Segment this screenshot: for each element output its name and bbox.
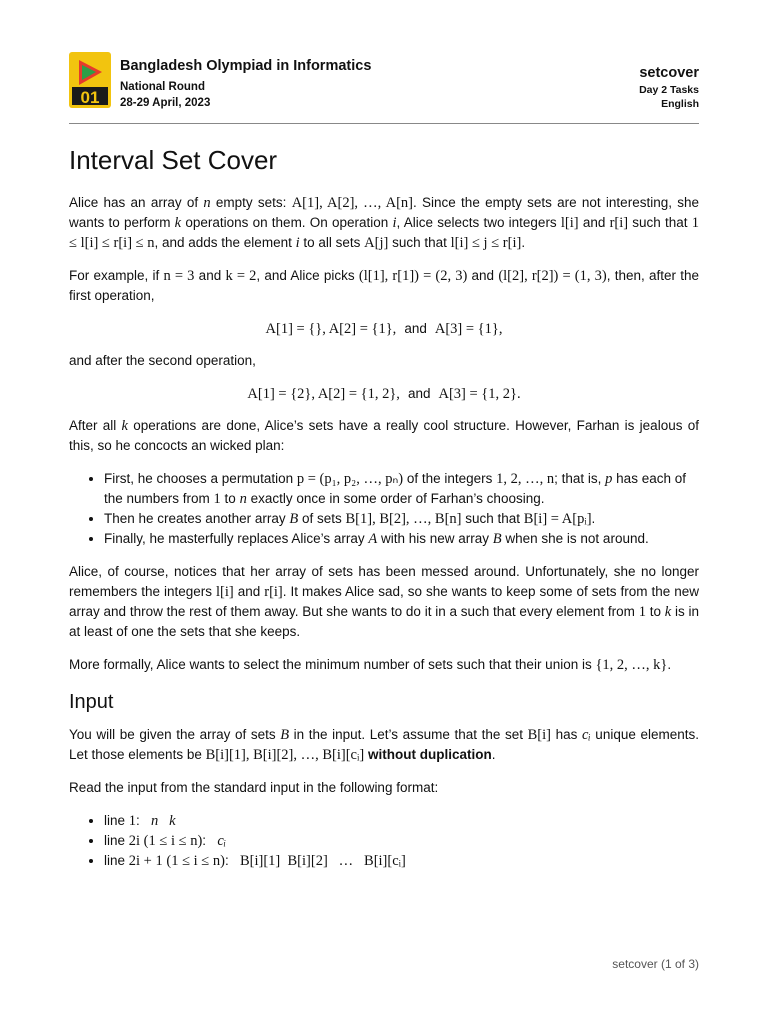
math: (1 ≤ i ≤ n) — [162, 853, 225, 869]
text: exactly once in some order of Farhan’s choosing. — [246, 491, 545, 506]
text: such that — [461, 511, 524, 526]
paragraph-messed — [69, 562, 699, 642]
text: , then, after the first operation, — [69, 268, 699, 303]
text: Alice has an array of — [69, 195, 204, 210]
math: 2i — [128, 833, 141, 849]
math: l[i] — [216, 584, 234, 600]
math: 1 — [128, 813, 137, 829]
text: , Alice selects two integers — [396, 215, 561, 230]
input-format-list — [69, 811, 699, 871]
math: i — [295, 235, 300, 251]
math: (l[2], r[2]) = (1, 3) — [498, 268, 607, 284]
text: when she is not around. — [501, 531, 649, 546]
text: , and adds the element — [154, 235, 296, 250]
text: : — [136, 813, 140, 828]
math: A[1], A[2], …, A[n] — [291, 195, 414, 211]
text: and — [467, 268, 499, 283]
paragraph-example — [69, 266, 699, 306]
text: of sets — [298, 511, 346, 526]
problem-title: Interval Set Cover — [69, 145, 278, 175]
math: A[j] — [364, 235, 389, 251]
math: B[i][1], B[i][2], …, B[i][cᵢ] — [205, 747, 365, 763]
math: {1, 2, …, k} — [595, 657, 668, 673]
text: . — [591, 511, 596, 526]
math: r[i] — [264, 584, 283, 600]
math: k — [664, 604, 672, 620]
text: For example, if — [69, 268, 164, 283]
task-info — [639, 65, 699, 110]
list-item — [104, 831, 699, 851]
math: i — [392, 215, 397, 231]
math: k — [174, 215, 182, 231]
paragraph-formal — [69, 655, 699, 675]
text: such that — [628, 215, 692, 230]
math: 1, 2, …, n — [496, 471, 555, 487]
math: n = 3 — [163, 268, 195, 284]
text: has each of the numbers from — [104, 471, 686, 506]
math: l[i] ≤ j ≤ r[i] — [450, 235, 522, 251]
math: B[i] = A[pᵢ] — [523, 511, 592, 527]
text: line — [104, 813, 129, 828]
text: to — [220, 491, 240, 506]
math: n — [239, 491, 247, 507]
text: to all sets — [299, 235, 365, 250]
math: p = (p₁, p₂, …, pₙ) — [296, 471, 404, 487]
text: and — [404, 321, 427, 336]
paragraph-second-op: and after the second operation, — [69, 353, 256, 368]
math: B — [492, 531, 502, 547]
text: to — [645, 604, 665, 619]
math: p — [605, 471, 613, 487]
language-label: English — [661, 98, 699, 110]
logo-text: 01 — [80, 88, 100, 107]
math: A[1] = {2}, A[2] = {1, 2}, — [247, 386, 400, 402]
math: 1 — [638, 604, 646, 620]
page-footer: setcover (1 of 3) — [612, 957, 699, 971]
math: 1 — [213, 491, 221, 507]
display-equation-1 — [69, 319, 699, 339]
text: : — [224, 853, 229, 868]
math: cᵢ — [217, 833, 227, 849]
text: . — [491, 747, 496, 762]
text: with his new array — [377, 531, 493, 546]
display-equation-2 — [69, 384, 699, 404]
text: . — [667, 657, 672, 672]
text: . — [521, 235, 526, 250]
text: After all — [69, 418, 122, 433]
header — [69, 52, 699, 124]
text: unique elements. Let those elements be — [69, 727, 699, 762]
math: 1 ≤ l[i] ≤ r[i] ≤ n — [69, 215, 700, 251]
text: such that — [388, 235, 451, 250]
round-name: National Round — [120, 81, 205, 93]
list-item — [104, 811, 699, 831]
math: r[i] — [609, 215, 629, 231]
text: You will be given the array of sets — [69, 727, 281, 742]
input-heading: Input — [69, 691, 114, 713]
task-name: setcover — [639, 65, 699, 81]
text: is in at least of one the sets that she keeps. — [69, 604, 700, 639]
text: First, he chooses a permutation — [104, 471, 297, 486]
list-item — [104, 529, 699, 549]
day-label: Day 2 Tasks — [639, 84, 699, 96]
math: (1 ≤ i ≤ n) — [140, 833, 203, 849]
math: B[1], B[2], …, B[n] — [345, 511, 462, 527]
paragraph-intro — [69, 193, 699, 253]
math: A[3] = {1}, — [434, 321, 503, 337]
header-rule — [69, 123, 699, 124]
text: More formally, Alice wants to select the minimum number of sets such that their union is — [69, 657, 596, 672]
paragraph-read-input: Read the input from the standard input in the following format: — [69, 780, 439, 795]
text: operations on them. On operation — [181, 215, 393, 230]
paragraph-input — [69, 725, 699, 765]
math: B — [289, 511, 299, 527]
list-item — [104, 509, 699, 529]
text: and — [194, 268, 226, 283]
text: and — [407, 386, 431, 401]
math: B — [280, 727, 290, 743]
text: of the integers — [403, 471, 497, 486]
list-item — [104, 851, 699, 871]
text: ; that is, — [554, 471, 606, 486]
organization-name: Bangladesh Olympiad in Informatics — [120, 58, 372, 74]
contest-dates: 28-29 April, 2023 — [120, 97, 211, 109]
math: k = 2 — [225, 268, 257, 284]
math: 2i + 1 — [128, 853, 163, 869]
text: . It makes Alice sad, so she wants to keep some of sets from the new array and throw the rest of them away. But she wants to do it in a such that every element from — [69, 584, 699, 619]
math: l[i] — [560, 215, 579, 231]
text: has — [550, 727, 582, 742]
math: (l[1], r[1]) = (2, 3) — [358, 268, 468, 284]
olympiad-logo — [69, 52, 111, 108]
math: B[i] — [527, 727, 551, 743]
text: : — [202, 833, 207, 848]
list-item — [104, 469, 699, 509]
text: operations are done, Alice’s sets have a really cool structure. However, Farhan is jealous of this, so he concocts an wicked plan: — [69, 418, 699, 453]
math: A — [368, 531, 378, 547]
math: cᵢ — [581, 727, 591, 743]
text: in the input. Let’s assume that the set — [289, 727, 528, 742]
text: Alice, of course, notices that her array of sets has been messed around. Unfortunately, she no longer remembers the integers — [69, 564, 699, 599]
math: n k — [151, 813, 176, 829]
math: n — [203, 195, 211, 211]
math: B[i][1] B[i][2] … B[i][cᵢ] — [240, 853, 406, 869]
problem-statement — [69, 142, 699, 884]
text: . Since the empty sets are not interesting, she wants to perform — [69, 195, 699, 230]
text: , and Alice picks — [256, 268, 359, 283]
paragraph-farhan — [69, 416, 699, 456]
text: line — [104, 833, 129, 848]
text: and — [233, 584, 265, 599]
plan-list — [69, 469, 699, 549]
text: Then he creates another array — [104, 511, 290, 526]
text: and — [578, 215, 610, 230]
bold-text: without duplication — [367, 747, 492, 762]
text: Finally, he masterfully replaces Alice’s array — [104, 531, 369, 546]
text: line — [104, 853, 129, 868]
math: A[1] = {}, A[2] = {1}, — [265, 321, 397, 337]
math: A[3] = {1, 2}. — [438, 386, 521, 402]
math: k — [121, 418, 128, 434]
text: empty sets: — [210, 195, 292, 210]
